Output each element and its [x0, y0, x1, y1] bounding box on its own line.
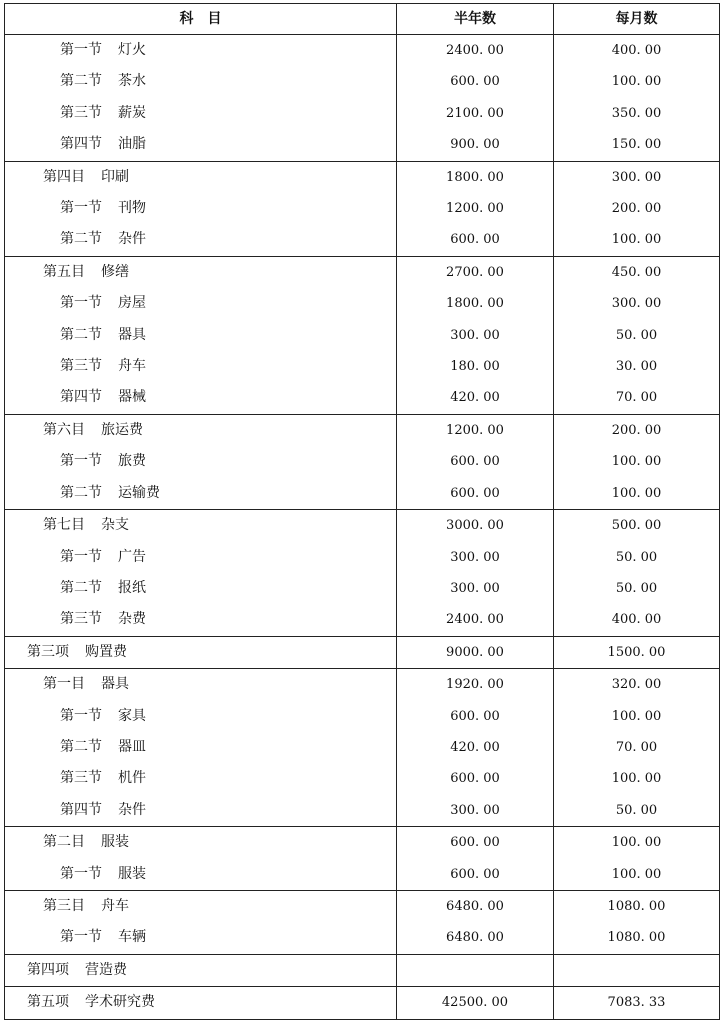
row-monthly-value: 100. 00	[554, 763, 720, 794]
table-row	[5, 351, 720, 382]
table-row	[5, 35, 720, 67]
row-subject	[5, 542, 397, 573]
row-section-number: 第五项	[27, 994, 69, 1011]
row-monthly-value: 300. 00	[554, 161, 720, 193]
row-half-year-value: 1200. 00	[397, 414, 554, 446]
row-monthly-value: 70. 00	[554, 732, 720, 763]
row-subject	[5, 320, 397, 351]
row-monthly-value: 100. 00	[554, 859, 720, 891]
row-subject	[5, 161, 397, 193]
row-subject	[5, 890, 397, 922]
row-subject	[5, 129, 397, 161]
row-half-year-value: 6480. 00	[397, 890, 554, 922]
row-section-number: 第一节	[60, 548, 102, 565]
table-row	[5, 98, 720, 129]
row-subject	[5, 763, 397, 794]
row-section-number: 第三节	[60, 770, 102, 787]
table-row	[5, 256, 720, 288]
row-item-name: 营造费	[85, 961, 127, 978]
row-section-number: 第一节	[60, 453, 102, 470]
row-half-year-value: 300. 00	[397, 573, 554, 604]
table-row	[5, 732, 720, 763]
row-subject	[5, 795, 397, 827]
table-body	[5, 35, 720, 1020]
header-subject: 科 目	[5, 4, 397, 35]
row-half-year-value: 300. 00	[397, 542, 554, 573]
row-section-number: 第二节	[60, 579, 102, 596]
row-half-year-value: 600. 00	[397, 66, 554, 97]
row-item-name: 茶水	[118, 73, 146, 90]
row-monthly-value: 100. 00	[554, 66, 720, 97]
row-item-name: 器械	[118, 389, 146, 406]
row-section-number: 第三节	[60, 611, 102, 628]
row-monthly-value: 1500. 00	[554, 636, 720, 668]
table-row	[5, 954, 720, 986]
row-monthly-value: 50. 00	[554, 573, 720, 604]
row-monthly-value: 1080. 00	[554, 890, 720, 922]
table-row	[5, 382, 720, 414]
table-row	[5, 604, 720, 636]
row-item-name: 购置费	[85, 643, 127, 660]
row-item-name: 杂支	[101, 517, 129, 534]
table-row	[5, 446, 720, 477]
row-monthly-value: 200. 00	[554, 193, 720, 224]
row-half-year-value: 600. 00	[397, 859, 554, 891]
row-item-name: 房屋	[118, 295, 146, 312]
row-half-year-value: 1800. 00	[397, 288, 554, 319]
table-row	[5, 669, 720, 701]
row-item-name: 灯火	[118, 42, 146, 58]
row-half-year-value: 1800. 00	[397, 161, 554, 193]
row-section-number: 第四节	[60, 389, 102, 406]
row-item-name: 器具	[101, 676, 129, 693]
row-item-name: 器具	[118, 326, 146, 343]
row-half-year-value: 9000. 00	[397, 636, 554, 668]
row-section-number: 第六目	[43, 421, 85, 438]
row-section-number: 第一节	[60, 42, 102, 58]
row-section-number: 第二节	[60, 326, 102, 343]
row-half-year-value: 180. 00	[397, 351, 554, 382]
row-subject	[5, 604, 397, 636]
row-item-name: 旅费	[118, 453, 146, 470]
table-row	[5, 573, 720, 604]
row-monthly-value: 500. 00	[554, 510, 720, 542]
row-section-number: 第一目	[43, 676, 85, 693]
row-item-name: 印刷	[101, 168, 129, 185]
row-item-name: 杂件	[118, 231, 146, 248]
row-item-name: 刊物	[118, 200, 146, 217]
row-monthly-value: 50. 00	[554, 542, 720, 573]
row-subject	[5, 954, 397, 986]
row-section-number: 第一节	[60, 200, 102, 217]
table-row	[5, 542, 720, 573]
table-row	[5, 795, 720, 827]
row-half-year-value: 2400. 00	[397, 604, 554, 636]
row-monthly-value: 7083. 33	[554, 987, 720, 1019]
row-half-year-value: 600. 00	[397, 478, 554, 510]
row-half-year-value: 42500. 00	[397, 987, 554, 1019]
row-subject	[5, 510, 397, 542]
budget-table	[4, 3, 720, 1020]
row-subject	[5, 573, 397, 604]
row-monthly-value: 50. 00	[554, 795, 720, 827]
row-monthly-value: 150. 00	[554, 129, 720, 161]
row-subject	[5, 922, 397, 954]
row-item-name: 广告	[118, 548, 146, 565]
row-section-number: 第四目	[43, 168, 85, 185]
row-section-number: 第四节	[60, 136, 102, 153]
table-row	[5, 827, 720, 859]
table-row	[5, 890, 720, 922]
row-half-year-value: 2400. 00	[397, 35, 554, 67]
row-monthly-value	[554, 954, 720, 986]
row-monthly-value: 400. 00	[554, 604, 720, 636]
row-monthly-value: 100. 00	[554, 827, 720, 859]
row-item-name: 薪炭	[118, 104, 146, 121]
row-subject	[5, 288, 397, 319]
row-item-name: 车辆	[118, 929, 146, 946]
row-item-name: 运输费	[118, 484, 160, 501]
row-item-name: 修缮	[101, 263, 129, 280]
row-half-year-value: 420. 00	[397, 382, 554, 414]
row-section-number: 第四项	[27, 961, 69, 978]
table-row	[5, 922, 720, 954]
row-section-number: 第三节	[60, 104, 102, 121]
row-item-name: 杂件	[118, 801, 146, 818]
table-row	[5, 161, 720, 193]
row-subject	[5, 987, 397, 1019]
row-subject	[5, 98, 397, 129]
row-subject	[5, 224, 397, 256]
row-section-number: 第一节	[60, 865, 102, 882]
table-row	[5, 288, 720, 319]
row-monthly-value: 320. 00	[554, 669, 720, 701]
row-monthly-value: 450. 00	[554, 256, 720, 288]
row-section-number: 第二节	[60, 738, 102, 755]
row-subject	[5, 636, 397, 668]
row-item-name: 舟车	[101, 897, 129, 914]
table-row	[5, 859, 720, 891]
row-half-year-value: 2700. 00	[397, 256, 554, 288]
row-monthly-value: 1080. 00	[554, 922, 720, 954]
row-subject	[5, 414, 397, 446]
row-item-name: 报纸	[118, 579, 146, 596]
row-half-year-value: 1200. 00	[397, 193, 554, 224]
table-row	[5, 224, 720, 256]
row-section-number: 第一节	[60, 929, 102, 946]
row-item-name: 旅运费	[101, 421, 143, 438]
row-monthly-value: 200. 00	[554, 414, 720, 446]
table-row	[5, 636, 720, 668]
row-item-name: 杂费	[118, 611, 146, 628]
row-section-number: 第一节	[60, 295, 102, 312]
row-monthly-value: 400. 00	[554, 35, 720, 67]
row-half-year-value: 6480. 00	[397, 922, 554, 954]
row-item-name: 服装	[118, 865, 146, 882]
row-subject	[5, 478, 397, 510]
row-monthly-value: 100. 00	[554, 478, 720, 510]
row-item-name: 家具	[118, 707, 146, 724]
row-section-number: 第二节	[60, 73, 102, 90]
row-monthly-value: 100. 00	[554, 701, 720, 732]
row-half-year-value: 600. 00	[397, 446, 554, 477]
row-section-number: 第三项	[27, 643, 69, 660]
row-half-year-value: 600. 00	[397, 763, 554, 794]
row-subject	[5, 351, 397, 382]
row-item-name: 器皿	[118, 738, 146, 755]
row-monthly-value: 30. 00	[554, 351, 720, 382]
table-row	[5, 129, 720, 161]
table-header-row	[5, 4, 720, 35]
row-monthly-value: 300. 00	[554, 288, 720, 319]
row-subject	[5, 193, 397, 224]
row-half-year-value: 1920. 00	[397, 669, 554, 701]
row-item-name: 油脂	[118, 136, 146, 153]
table-row	[5, 701, 720, 732]
row-section-number: 第五目	[43, 263, 85, 280]
row-subject	[5, 859, 397, 891]
row-section-number: 第一节	[60, 707, 102, 724]
header-monthly: 每月数	[554, 4, 720, 35]
table-row	[5, 763, 720, 794]
row-half-year-value	[397, 954, 554, 986]
row-item-name: 服装	[101, 834, 129, 851]
row-monthly-value: 50. 00	[554, 320, 720, 351]
row-subject	[5, 382, 397, 414]
row-half-year-value: 300. 00	[397, 320, 554, 351]
row-half-year-value: 3000. 00	[397, 510, 554, 542]
row-section-number: 第二节	[60, 231, 102, 248]
row-subject	[5, 669, 397, 701]
row-subject	[5, 35, 397, 67]
row-subject	[5, 66, 397, 97]
table-row	[5, 193, 720, 224]
header-half-year: 半年数	[397, 4, 554, 35]
row-monthly-value: 70. 00	[554, 382, 720, 414]
row-section-number: 第三目	[43, 897, 85, 914]
row-half-year-value: 600. 00	[397, 224, 554, 256]
row-subject	[5, 446, 397, 477]
table-row	[5, 66, 720, 97]
row-section-number: 第四节	[60, 801, 102, 818]
row-subject	[5, 732, 397, 763]
row-subject	[5, 256, 397, 288]
row-monthly-value: 100. 00	[554, 446, 720, 477]
row-monthly-value: 100. 00	[554, 224, 720, 256]
row-item-name: 机件	[118, 770, 146, 787]
row-half-year-value: 420. 00	[397, 732, 554, 763]
row-item-name: 学术研究费	[85, 994, 155, 1011]
row-half-year-value: 900. 00	[397, 129, 554, 161]
row-section-number: 第三节	[60, 358, 102, 375]
row-half-year-value: 600. 00	[397, 827, 554, 859]
row-half-year-value: 600. 00	[397, 701, 554, 732]
row-subject	[5, 827, 397, 859]
table-row	[5, 414, 720, 446]
row-half-year-value: 300. 00	[397, 795, 554, 827]
row-monthly-value: 350. 00	[554, 98, 720, 129]
table-row	[5, 510, 720, 542]
row-section-number: 第七目	[43, 517, 85, 534]
row-section-number: 第二节	[60, 484, 102, 501]
table-row	[5, 320, 720, 351]
row-half-year-value: 2100. 00	[397, 98, 554, 129]
row-subject	[5, 701, 397, 732]
row-item-name: 舟车	[118, 358, 146, 375]
table-row	[5, 987, 720, 1019]
row-section-number: 第二目	[43, 834, 85, 851]
table-row	[5, 478, 720, 510]
